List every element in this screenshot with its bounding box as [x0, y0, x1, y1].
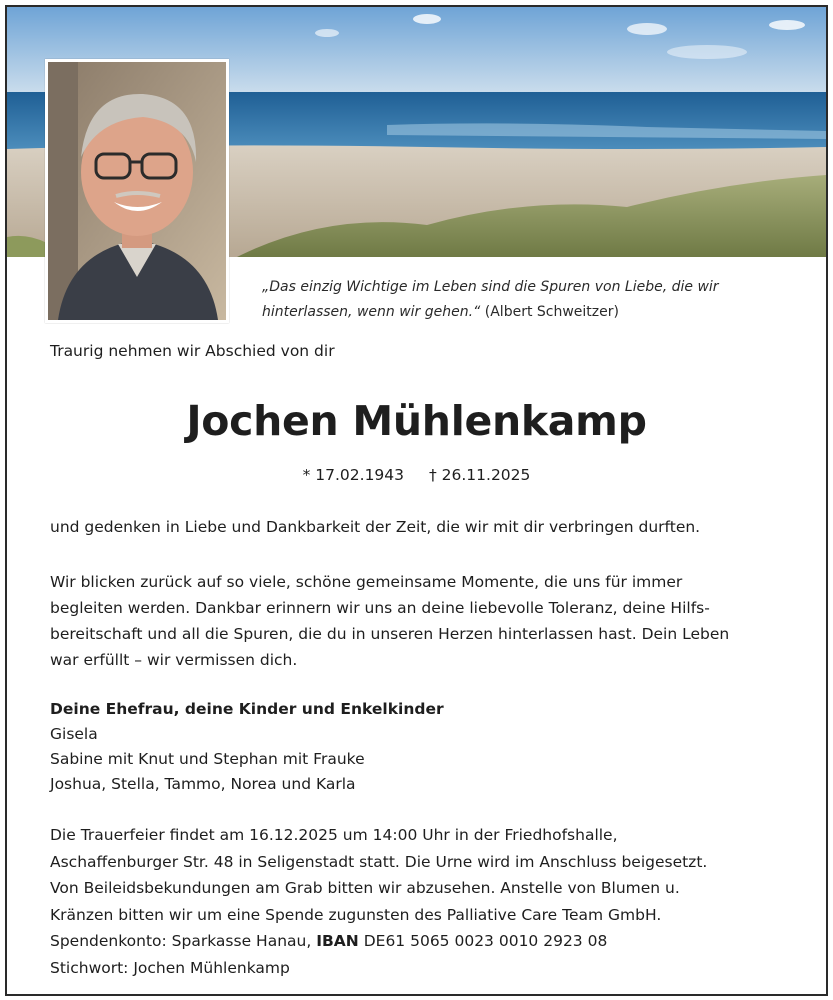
portrait-photo: [45, 59, 229, 323]
donation-account: [50, 928, 790, 955]
quote-text-line1: „Das einzig Wichtige im Leben sind die Spuren von Liebe, die wir: [262, 279, 719, 295]
family-member: Sabine mit Knut und Stephan mit Frauke: [50, 750, 365, 768]
family-member: Joshua, Stella, Tammo, Norea und Karla: [50, 775, 356, 793]
tribute-paragraph: [50, 569, 795, 673]
intro-text: Traurig nehmen wir Abschied von dir: [50, 342, 335, 360]
deceased-name: Jochen Mühlenkamp: [186, 397, 647, 445]
account-prefix: Spendenkonto: Sparkasse Hanau,: [50, 932, 312, 950]
family-heading: Deine Ehefrau, deine Kinder und Enkelkinder: [50, 700, 444, 718]
quote-text-line2: hinterlassen, wenn wir gehen.“: [262, 304, 481, 320]
iban-number: DE61 5065 0023 0010 2923 08: [363, 932, 608, 950]
life-dates: [7, 466, 826, 484]
tribute-line: Wir blicken zurück auf so viele, schöne gemeinsame Momente, die uns für immer: [50, 573, 683, 591]
tribute-line: begleiten werden. Dankbar erinnern wir uns an deine liebevolle Toleranz, deine Hilfs-: [50, 599, 710, 617]
funeral-details: [50, 822, 790, 981]
death-date: † 26.11.2025: [428, 466, 531, 484]
iban-label: IBAN: [316, 932, 359, 950]
family-section: [50, 697, 790, 797]
donation-keyword: Stichwort: Jochen Mühlenkamp: [50, 958, 290, 977]
remembrance-paragraph: und gedenken in Liebe und Dankbarkeit der Zeit, die wir mit dir verbringen durften.: [50, 518, 701, 536]
tribute-line: bereitschaft und all die Spuren, die du in unseren Herzen hinterlassen hast. Dein Leben: [50, 625, 730, 643]
family-member: Gisela: [50, 725, 98, 743]
details-line: Kränzen bitten wir um eine Spende zugunsten des Palliative Care Team GmbH.: [50, 905, 662, 924]
birth-date: * 17.02.1943: [302, 466, 405, 484]
details-line: Von Beileidsbekundungen am Grab bitten wir abzusehen. Anstelle von Blumen u.: [50, 879, 680, 897]
tribute-line: war erfüllt – wir vermissen dich.: [50, 651, 298, 669]
details-line: Die Trauerfeier findet am 16.12.2025 um 14:00 Uhr in der Friedhofshalle,: [50, 826, 618, 844]
quote: [262, 275, 782, 325]
details-line: Aschaffenburger Str. 48 in Seligenstadt statt. Die Urne wird im Anschluss beigesetzt.: [50, 852, 708, 871]
quote-author: (Albert Schweitzer): [484, 304, 619, 320]
obituary-notice: [5, 5, 828, 996]
